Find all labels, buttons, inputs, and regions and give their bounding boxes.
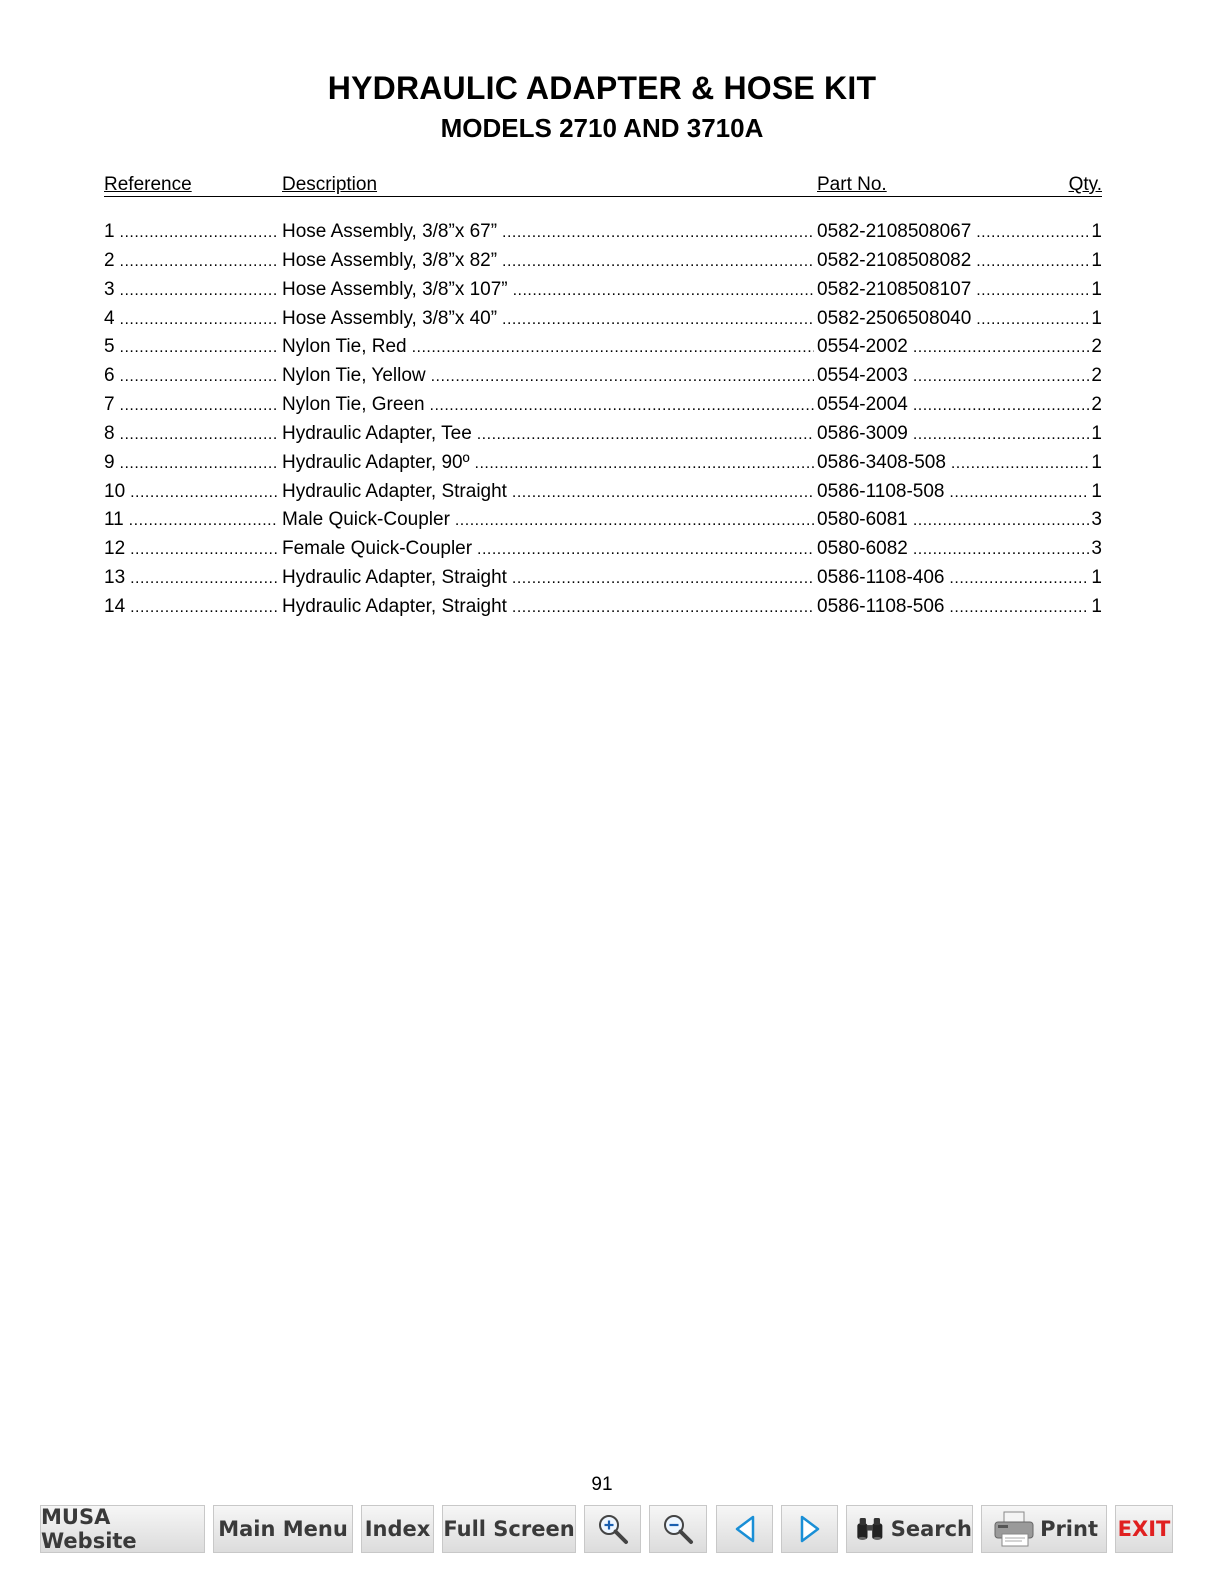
reference-cell: 3 ..... bbox=[104, 277, 278, 303]
arrow-right-icon bbox=[797, 1514, 823, 1544]
column-header-qty: Qty. bbox=[1068, 174, 1102, 195]
part-number-cell: 0554-2003 ..... bbox=[817, 363, 1089, 389]
description-cell: Nylon Tie, Red ..... bbox=[282, 334, 814, 360]
reference-cell: 6 ..... bbox=[104, 363, 278, 389]
table-row bbox=[104, 536, 1102, 565]
table-row bbox=[104, 277, 1102, 306]
quantity-cell: 1 bbox=[1091, 422, 1102, 444]
description-cell: Hose Assembly, 3/8”x 107” ..... bbox=[282, 277, 814, 303]
document-subtitle: MODELS 2710 AND 3710A bbox=[440, 113, 764, 143]
quantity-cell: 1 bbox=[1091, 278, 1102, 300]
description-cell: Male Quick-Coupler ..... bbox=[282, 507, 814, 533]
reference-cell: 5 ..... bbox=[104, 334, 278, 360]
main-menu-button[interactable]: Main Menu bbox=[213, 1505, 353, 1553]
exit-button[interactable]: EXIT bbox=[1115, 1505, 1173, 1553]
description-cell: Hydraulic Adapter, Tee ..... bbox=[282, 421, 814, 447]
description-cell: Hydraulic Adapter, 90º ..... bbox=[282, 450, 814, 476]
parts-table-header bbox=[104, 174, 1102, 197]
column-header-description: Description bbox=[282, 174, 378, 195]
full-screen-button[interactable]: Full Screen bbox=[442, 1505, 576, 1553]
table-row bbox=[104, 507, 1102, 536]
description-cell: Hose Assembly, 3/8”x 67” ..... bbox=[282, 219, 814, 245]
description-cell: Hose Assembly, 3/8”x 40” ..... bbox=[282, 306, 814, 332]
reference-cell: 14 ..... bbox=[104, 594, 278, 620]
column-header-reference: Reference bbox=[104, 174, 192, 195]
table-row bbox=[104, 219, 1102, 248]
reference-cell: 1 ..... bbox=[104, 219, 278, 245]
reference-cell: 11 ..... bbox=[104, 507, 278, 533]
parts-table-body bbox=[104, 219, 1102, 623]
table-row bbox=[104, 363, 1102, 392]
reference-cell: 8 ..... bbox=[104, 421, 278, 447]
quantity-cell: 1 bbox=[1091, 480, 1102, 502]
table-row bbox=[104, 334, 1102, 363]
quantity-cell: 1 bbox=[1091, 221, 1102, 242]
description-cell: Hydraulic Adapter, Straight ..... bbox=[282, 565, 814, 591]
part-number-cell: 0582-2506508040 ..... bbox=[817, 306, 1089, 332]
printer-icon bbox=[992, 1510, 1038, 1548]
quantity-cell: 3 bbox=[1091, 538, 1102, 560]
table-row bbox=[104, 248, 1102, 277]
page-number: 91 bbox=[591, 1474, 613, 1495]
print-button-label: Print bbox=[1040, 1517, 1098, 1541]
search-button-label: Search bbox=[890, 1517, 972, 1541]
table-row bbox=[104, 479, 1102, 508]
reference-cell: 13 ..... bbox=[104, 565, 278, 591]
reference-cell: 4 ..... bbox=[104, 306, 278, 332]
reference-cell: 7 ..... bbox=[104, 392, 278, 418]
part-number-cell: 0580-6082 ..... bbox=[817, 536, 1089, 562]
description-cell: Nylon Tie, Green ..... bbox=[282, 392, 814, 418]
quantity-cell: 3 bbox=[1091, 509, 1102, 531]
arrow-left-icon bbox=[732, 1514, 758, 1544]
part-number-cell: 0586-1108-506 ..... bbox=[817, 594, 1089, 620]
part-number-cell: 0586-3009 ..... bbox=[817, 421, 1089, 447]
reference-cell: 2 ..... bbox=[104, 248, 278, 274]
table-row bbox=[104, 392, 1102, 421]
part-number-cell: 0554-2002 ..... bbox=[817, 334, 1089, 360]
description-cell: Hose Assembly, 3/8”x 82” ..... bbox=[282, 248, 814, 274]
document-title: HYDRAULIC ADAPTER & HOSE KIT bbox=[327, 70, 877, 106]
part-number-cell: 0582-2108508067 ..... bbox=[817, 219, 1089, 245]
quantity-cell: 1 bbox=[1091, 249, 1102, 271]
reference-cell: 10 ..... bbox=[104, 479, 278, 505]
quantity-cell: 1 bbox=[1091, 307, 1102, 329]
musa-website-button[interactable]: MUSA Website bbox=[40, 1505, 205, 1553]
description-cell: Nylon Tie, Yellow ..... bbox=[282, 363, 814, 389]
description-cell: Hydraulic Adapter, Straight ..... bbox=[282, 594, 814, 620]
print-button[interactable] bbox=[981, 1505, 1107, 1553]
zoom-out-icon bbox=[661, 1512, 695, 1546]
search-button[interactable] bbox=[846, 1505, 973, 1553]
zoom-in-icon bbox=[596, 1512, 630, 1546]
zoom-out-button[interactable] bbox=[649, 1505, 707, 1553]
part-number-cell: 0580-6081 ..... bbox=[817, 507, 1089, 533]
table-row bbox=[104, 565, 1102, 594]
part-number-cell: 0582-2108508107 ..... bbox=[817, 277, 1089, 303]
binoculars-icon bbox=[855, 1512, 885, 1546]
quantity-cell: 1 bbox=[1091, 567, 1102, 589]
quantity-cell: 2 bbox=[1091, 394, 1102, 416]
next-page-button[interactable] bbox=[781, 1505, 838, 1553]
zoom-in-button[interactable] bbox=[584, 1505, 641, 1553]
table-row bbox=[104, 594, 1102, 623]
table-row bbox=[104, 306, 1102, 335]
part-number-cell: 0582-2108508082 ..... bbox=[817, 248, 1089, 274]
table-row bbox=[104, 450, 1102, 479]
reference-cell: 9 ..... bbox=[104, 450, 278, 476]
part-number-cell: 0586-1108-508 ..... bbox=[817, 479, 1089, 505]
previous-page-button[interactable] bbox=[716, 1505, 773, 1553]
part-number-cell: 0586-3408-508 ..... bbox=[817, 450, 1089, 476]
quantity-cell: 2 bbox=[1091, 365, 1102, 387]
description-cell: Hydraulic Adapter, Straight ..... bbox=[282, 479, 814, 505]
navigation-bar bbox=[0, 1505, 1224, 1555]
index-button[interactable]: Index bbox=[361, 1505, 434, 1553]
part-number-cell: 0554-2004 ..... bbox=[817, 392, 1089, 418]
column-header-part-no: Part No. bbox=[817, 174, 887, 195]
table-row bbox=[104, 421, 1102, 450]
quantity-cell: 1 bbox=[1091, 451, 1102, 473]
description-cell: Female Quick-Coupler ..... bbox=[282, 536, 814, 562]
part-number-cell: 0586-1108-406 ..... bbox=[817, 565, 1089, 591]
reference-cell: 12 ..... bbox=[104, 536, 278, 562]
quantity-cell: 2 bbox=[1091, 336, 1102, 358]
quantity-cell: 1 bbox=[1091, 595, 1102, 617]
